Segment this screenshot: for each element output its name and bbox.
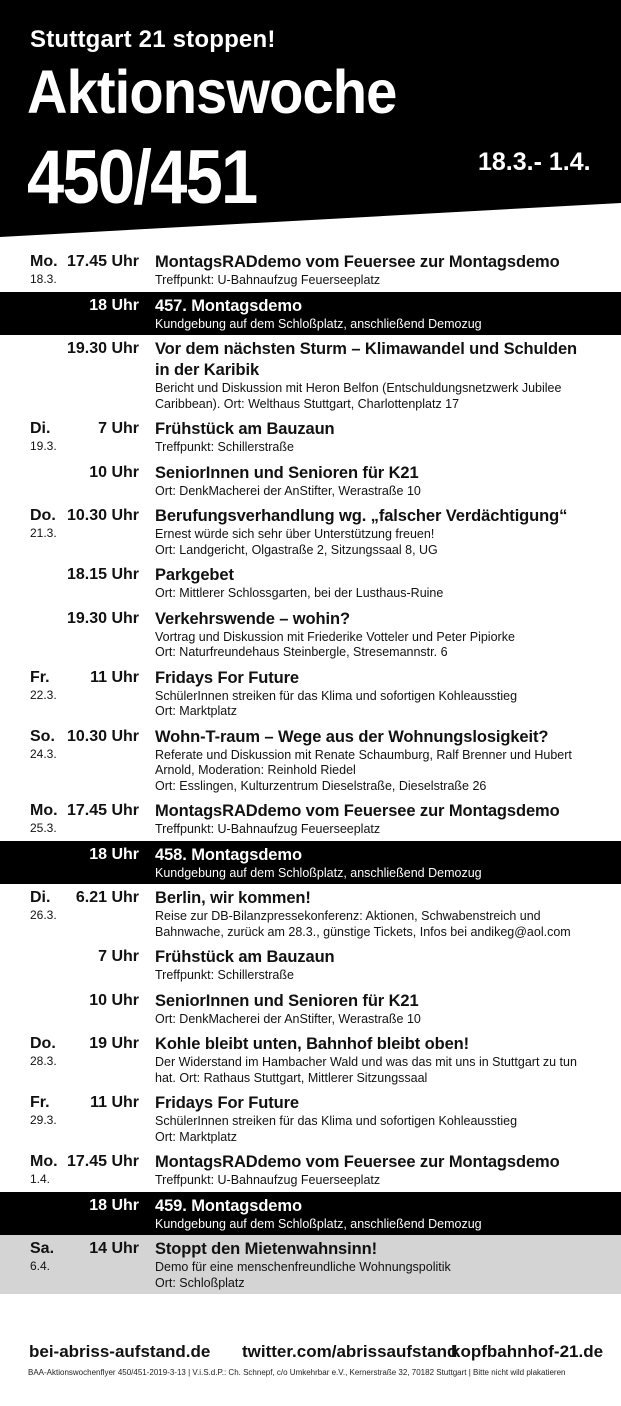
- event-time: 6.21 Uhr: [75, 889, 139, 906]
- event-detail: Treffpunkt: Schillerstraße: [155, 968, 294, 982]
- event-time: 18 Uhr: [89, 845, 139, 863]
- event-title: MontagsRADdemo vom Feuersee zur Montagsdemo: [155, 253, 560, 271]
- event-time: 19.30 Uhr: [66, 609, 139, 627]
- event-content: [155, 565, 595, 602]
- footer-link-twitter[interactable]: twitter.com/abrissaufstand: [242, 1342, 458, 1361]
- event-title: 457. Montagsdemo: [155, 296, 302, 315]
- event-row: [0, 987, 621, 1031]
- event-content: [155, 947, 595, 984]
- event-content: [155, 419, 595, 456]
- event-time: 10 Uhr: [89, 463, 139, 481]
- event-detail: Treffpunkt: U-Bahnaufzug Feuerseeplatz: [155, 1173, 381, 1187]
- event-detail: Bericht und Diskussion mit Heron Belfon (Entschuldungsnetzwerk Jubilee Caribbean). Ort: Welthaus Stuttgart, Charlottenplatz 17: [155, 381, 562, 411]
- event-row: [0, 248, 621, 292]
- event-content: [155, 1196, 595, 1233]
- event-detail: SchülerInnen streiken für das Klima und sofortigen Kohleausstieg: [155, 1114, 518, 1128]
- event-day: Mo.: [30, 1153, 58, 1170]
- event-detail: Der Widerstand im Hambacher Wald und was das mit uns in Stuttgart zu tun hat. Ort: Rathaus Stuttgart, Mittlerer Sitzungssaal: [155, 1055, 577, 1085]
- imprint-text: BAA-Aktionswochenflyer 450/451-2019-3-13 | V.i.S.d.P.: Ch. Schnepf, c/o Umkehrbar e.V., Kernerstraße 32, 70182 Stuttgart | Bitte nicht wild plakatieren: [28, 1368, 566, 1377]
- event-row: [0, 797, 621, 841]
- event-row: [0, 723, 621, 798]
- event-date: 21.3.: [30, 526, 57, 540]
- event-time: 17.45 Uhr: [66, 1153, 139, 1170]
- event-detail: Kundgebung auf dem Schloßplatz, anschließend Demozug: [155, 1216, 482, 1231]
- event-content: [155, 845, 595, 882]
- event-title: Berufungsverhandlung wg. „falscher Verdächtigung“: [155, 507, 568, 525]
- event-detail: Ort: Naturfreundehaus Steinbergle, Stresemannstr. 6: [155, 645, 448, 659]
- event-content: [155, 668, 595, 720]
- event-time: 11 Uhr: [90, 1094, 139, 1111]
- event-content: [155, 609, 595, 661]
- event-time: 11 Uhr: [90, 668, 139, 686]
- event-row: [0, 1235, 621, 1294]
- event-detail: Ernest würde sich sehr über Unterstützung freuen!: [155, 527, 435, 541]
- event-title: Berlin, wir kommen!: [155, 889, 311, 907]
- event-day: Mo.: [30, 253, 58, 270]
- event-detail: Ort: Landgericht, Olgastraße 2, Sitzungssaal 8, UG: [155, 542, 438, 557]
- event-detail: Treffpunkt: Schillerstraße: [155, 440, 294, 454]
- event-detail: Kundgebung auf dem Schloßplatz, anschließend Demozug: [155, 865, 482, 880]
- event-row: [0, 415, 621, 459]
- event-content: [155, 888, 595, 940]
- event-row: [0, 1192, 621, 1236]
- event-row: [0, 1089, 621, 1148]
- event-date: 6.4.: [30, 1259, 51, 1273]
- event-title: 459. Montagsdemo: [155, 1196, 302, 1215]
- event-time: 18 Uhr: [89, 1196, 139, 1214]
- event-title: MontagsRADdemo vom Feuersee zur Montagsdemo: [155, 802, 560, 820]
- footer-link-website[interactable]: bei-abriss-aufstand.de: [29, 1342, 211, 1361]
- event-day: Mo.: [30, 802, 58, 819]
- event-detail: Ort: Marktplatz: [155, 704, 237, 718]
- event-day: Do.: [30, 1035, 56, 1052]
- event-content: [155, 506, 595, 558]
- event-content: [155, 463, 595, 500]
- event-row: [0, 335, 621, 415]
- event-date: 28.3.: [30, 1054, 57, 1068]
- event-detail: Referate und Diskussion mit Renate Schaumburg, Ralf Brenner und Hubert Arnold, Moderation: Reinhold Riedel: [155, 747, 572, 777]
- event-title: Stoppt den Mietenwahnsinn!: [155, 1240, 377, 1258]
- event-detail: Ort: Schloßplatz: [155, 1275, 245, 1290]
- event-row: [0, 841, 621, 885]
- event-date: 19.3.: [30, 439, 57, 453]
- event-title: Vor dem nächsten Sturm – Klimawandel und Schulden in der Karibik: [155, 340, 578, 379]
- event-content: [155, 1093, 595, 1145]
- event-row: [0, 1030, 621, 1089]
- event-row: [0, 502, 621, 561]
- event-title: Parkgebet: [155, 566, 234, 584]
- event-time: 14 Uhr: [89, 1240, 139, 1257]
- event-time: 7 Uhr: [98, 948, 139, 965]
- event-detail: Ort: Esslingen, Kulturzentrum Dieselstraße, Dieselstraße 26: [155, 778, 487, 793]
- event-day: So.: [30, 727, 55, 745]
- event-date: 1.4.: [30, 1172, 51, 1186]
- event-detail: Kundgebung auf dem Schloßplatz, anschließend Demozug: [155, 316, 482, 331]
- event-detail: SchülerInnen streiken für das Klima und sofortigen Kohleausstieg: [155, 688, 518, 703]
- event-day: Fr.: [30, 668, 50, 686]
- event-row: [0, 884, 621, 943]
- event-content: [155, 1152, 595, 1189]
- event-content: [155, 1034, 595, 1086]
- event-row: [0, 459, 621, 503]
- event-time: 19.30 Uhr: [66, 340, 139, 357]
- event-detail: Ort: Mittlerer Schlossgarten, bei der Lusthaus-Ruine: [155, 586, 444, 600]
- event-date: 25.3.: [30, 821, 57, 835]
- event-title: MontagsRADdemo vom Feuersee zur Montagsdemo: [155, 1153, 560, 1171]
- event-title: Fridays For Future: [155, 1094, 299, 1112]
- event-content: [155, 339, 595, 412]
- event-time: 18 Uhr: [89, 296, 139, 314]
- event-title: 458. Montagsdemo: [155, 845, 302, 864]
- event-time: 10 Uhr: [89, 991, 139, 1009]
- event-row: [0, 561, 621, 605]
- event-detail: Vortrag und Diskussion mit Friederike Votteler und Peter Pipiorke: [155, 629, 515, 644]
- event-content: [155, 991, 595, 1028]
- event-content: [155, 296, 595, 333]
- header-kicker: Stuttgart 21 stoppen!: [30, 26, 276, 53]
- event-title: Wohn-T-raum – Wege aus der Wohnungslosigkeit?: [155, 727, 549, 746]
- event-day: Di.: [30, 420, 51, 437]
- event-title: SeniorInnen und Senioren für K21: [155, 991, 419, 1010]
- event-title: SeniorInnen und Senioren für K21: [155, 463, 419, 482]
- event-date: 29.3.: [30, 1113, 57, 1127]
- event-content: [155, 727, 595, 795]
- event-row: [0, 605, 621, 664]
- header-title: Aktionswoche: [27, 58, 397, 126]
- event-detail: Ort: DenkMacherei der AnStifter, Werastraße 10: [155, 1011, 421, 1026]
- event-title: Kohle bleibt unten, Bahnhof bleibt oben!: [155, 1035, 470, 1053]
- event-date: 18.3.: [30, 272, 57, 286]
- event-title: Verkehrswende – wohin?: [155, 609, 350, 628]
- event-title: Frühstück am Bauzaun: [155, 948, 335, 966]
- event-detail: Demo für eine menschenfreundliche Wohnungspolitik: [155, 1260, 451, 1274]
- footer-links: [0, 1342, 621, 1366]
- event-list: [0, 248, 621, 1294]
- event-day: Do.: [30, 507, 56, 524]
- event-day: Sa.: [30, 1240, 55, 1257]
- event-title: Frühstück am Bauzaun: [155, 420, 335, 438]
- event-date: 22.3.: [30, 687, 57, 702]
- event-time: 17.45 Uhr: [66, 802, 139, 819]
- event-time: 17.45 Uhr: [66, 253, 139, 270]
- event-detail: Ort: Marktplatz: [155, 1129, 237, 1144]
- event-time: 18.15 Uhr: [66, 566, 139, 583]
- event-date: 26.3.: [30, 908, 57, 922]
- event-row: [0, 943, 621, 987]
- event-title: Fridays For Future: [155, 668, 299, 687]
- event-row: [0, 1148, 621, 1192]
- event-time: 10.30 Uhr: [66, 727, 139, 745]
- flyer-header: [0, 0, 621, 238]
- header-date-range: 18.3.- 1.4.: [478, 148, 591, 176]
- event-content: [155, 252, 595, 289]
- event-day: Di.: [30, 889, 51, 906]
- event-day: Fr.: [30, 1094, 50, 1111]
- event-date: 24.3.: [30, 746, 57, 761]
- event-detail: Treffpunkt: U-Bahnaufzug Feuerseeplatz: [155, 273, 381, 287]
- footer-link-kopfbahnhof[interactable]: kopfbahnhof-21.de: [451, 1342, 604, 1361]
- event-row: [0, 292, 621, 336]
- event-content: [155, 1239, 595, 1291]
- event-time: 7 Uhr: [98, 420, 139, 437]
- event-detail: Ort: DenkMacherei der AnStifter, Werastraße 10: [155, 483, 421, 498]
- event-detail: Treffpunkt: U-Bahnaufzug Feuerseeplatz: [155, 822, 381, 836]
- event-detail: Reise zur DB-Bilanzpressekonferenz: Aktionen, Schwabenstreich und Bahnwache, zurück am 28.3., günstige Tickets, Infos bei andikeg@aol.com: [155, 909, 571, 939]
- header-number: 450/451: [27, 135, 257, 220]
- event-content: [155, 801, 595, 838]
- event-time: 19 Uhr: [89, 1035, 139, 1052]
- event-time: 10.30 Uhr: [66, 507, 139, 524]
- event-row: [0, 664, 621, 723]
